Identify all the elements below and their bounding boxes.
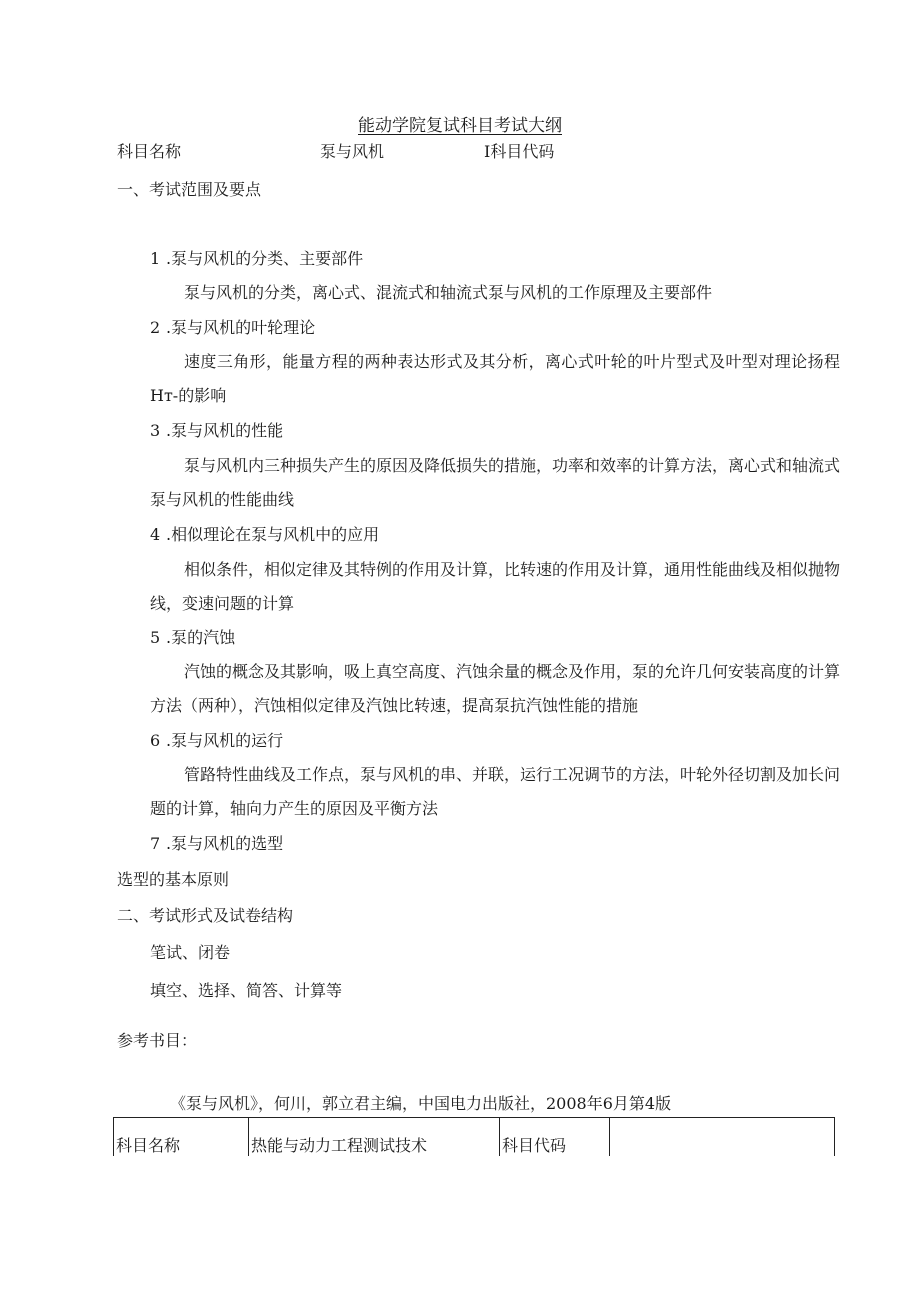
references-label: 参考书目： bbox=[117, 1031, 198, 1050]
item-2-number: 2 bbox=[150, 318, 161, 337]
table-cell-code-label: 科目代码 bbox=[500, 1118, 610, 1157]
item-3-title: .泵与风机的性能 bbox=[166, 421, 284, 440]
item-7-title: .泵与风机的选型 bbox=[166, 834, 284, 853]
item-6-desc: 管路特性曲线及工作点，泵与风机的串、并联，运行工况调节的方法，叶轮外径切割及加长问题的计算，轴向力产生的原因及平衡方法 bbox=[150, 765, 841, 818]
table-cell-name-value: 热能与动力工程测试技术 bbox=[249, 1118, 500, 1157]
subject-name-value: 泵与风机 bbox=[320, 142, 385, 161]
item-7-desc: 选型的基本原则 bbox=[117, 870, 230, 889]
table-cell-name-label: 科目名称 bbox=[114, 1118, 249, 1157]
item-5-desc: 汽蚀的概念及其影响，吸上真空高度、汽蚀余量的概念及作用，泵的允许几何安装高度的计算方法（两种），汽蚀相似定律及汽蚀比转速，提高泵抗汽蚀性能的措施 bbox=[150, 662, 841, 715]
item-6-title: .泵与风机的运行 bbox=[166, 731, 284, 750]
table-row bbox=[114, 1118, 835, 1157]
item-2-desc: 速度三角形，能量方程的两种表达形式及其分析，离心式叶轮的叶片型式及叶型对理论扬程Hт-的影响 bbox=[150, 352, 840, 405]
item-4-title: .相似理论在泵与风机中的应用 bbox=[166, 525, 380, 544]
item-1-title: .泵与风机的分类、主要部件 bbox=[166, 249, 364, 268]
reference-book: 《泵与风机》，何川，郭立君主编，中国电力出版社，2008年6月第4版 bbox=[170, 1094, 672, 1113]
item-4-desc: 相似条件，相似定律及其特例的作用及计算，比转速的作用及计算，通用性能曲线及相似抛物线，变速问题的计算 bbox=[150, 560, 841, 613]
section2-heading: 二、考试形式及试卷结构 bbox=[117, 906, 294, 925]
table-cell-code-value bbox=[610, 1118, 835, 1157]
item-1-desc: 泵与风机的分类，离心式、混流式和轴流式泵与风机的工作原理及主要部件 bbox=[184, 283, 713, 302]
exam-format: 笔试、闭卷 bbox=[150, 943, 231, 962]
item-3-desc: 泵与风机内三种损失产生的原因及降低损失的措施，功率和效率的计算方法，离心式和轴流式泵与风机的性能曲线 bbox=[150, 456, 841, 509]
item-7-number: 7 bbox=[150, 834, 161, 853]
question-types: 填空、选择、简答、计算等 bbox=[150, 981, 343, 1000]
subject-name-label: 科目名称 bbox=[117, 142, 182, 161]
item-6-number: 6 bbox=[150, 731, 161, 750]
item-1-number: 1 bbox=[150, 249, 161, 268]
item-3-number: 3 bbox=[150, 421, 161, 440]
subject-code-label: I科目代码 bbox=[484, 142, 555, 161]
subject-table bbox=[113, 1117, 835, 1156]
item-5-number: 5 bbox=[150, 628, 161, 647]
page-title: 能动学院复试科目考试大纲 bbox=[358, 116, 562, 136]
item-5-title: .泵的汽蚀 bbox=[166, 628, 236, 647]
section1-heading: 一、考试范围及要点 bbox=[117, 180, 262, 199]
item-2-title: .泵与风机的叶轮理论 bbox=[166, 318, 316, 337]
item-4-number: 4 bbox=[150, 525, 161, 544]
